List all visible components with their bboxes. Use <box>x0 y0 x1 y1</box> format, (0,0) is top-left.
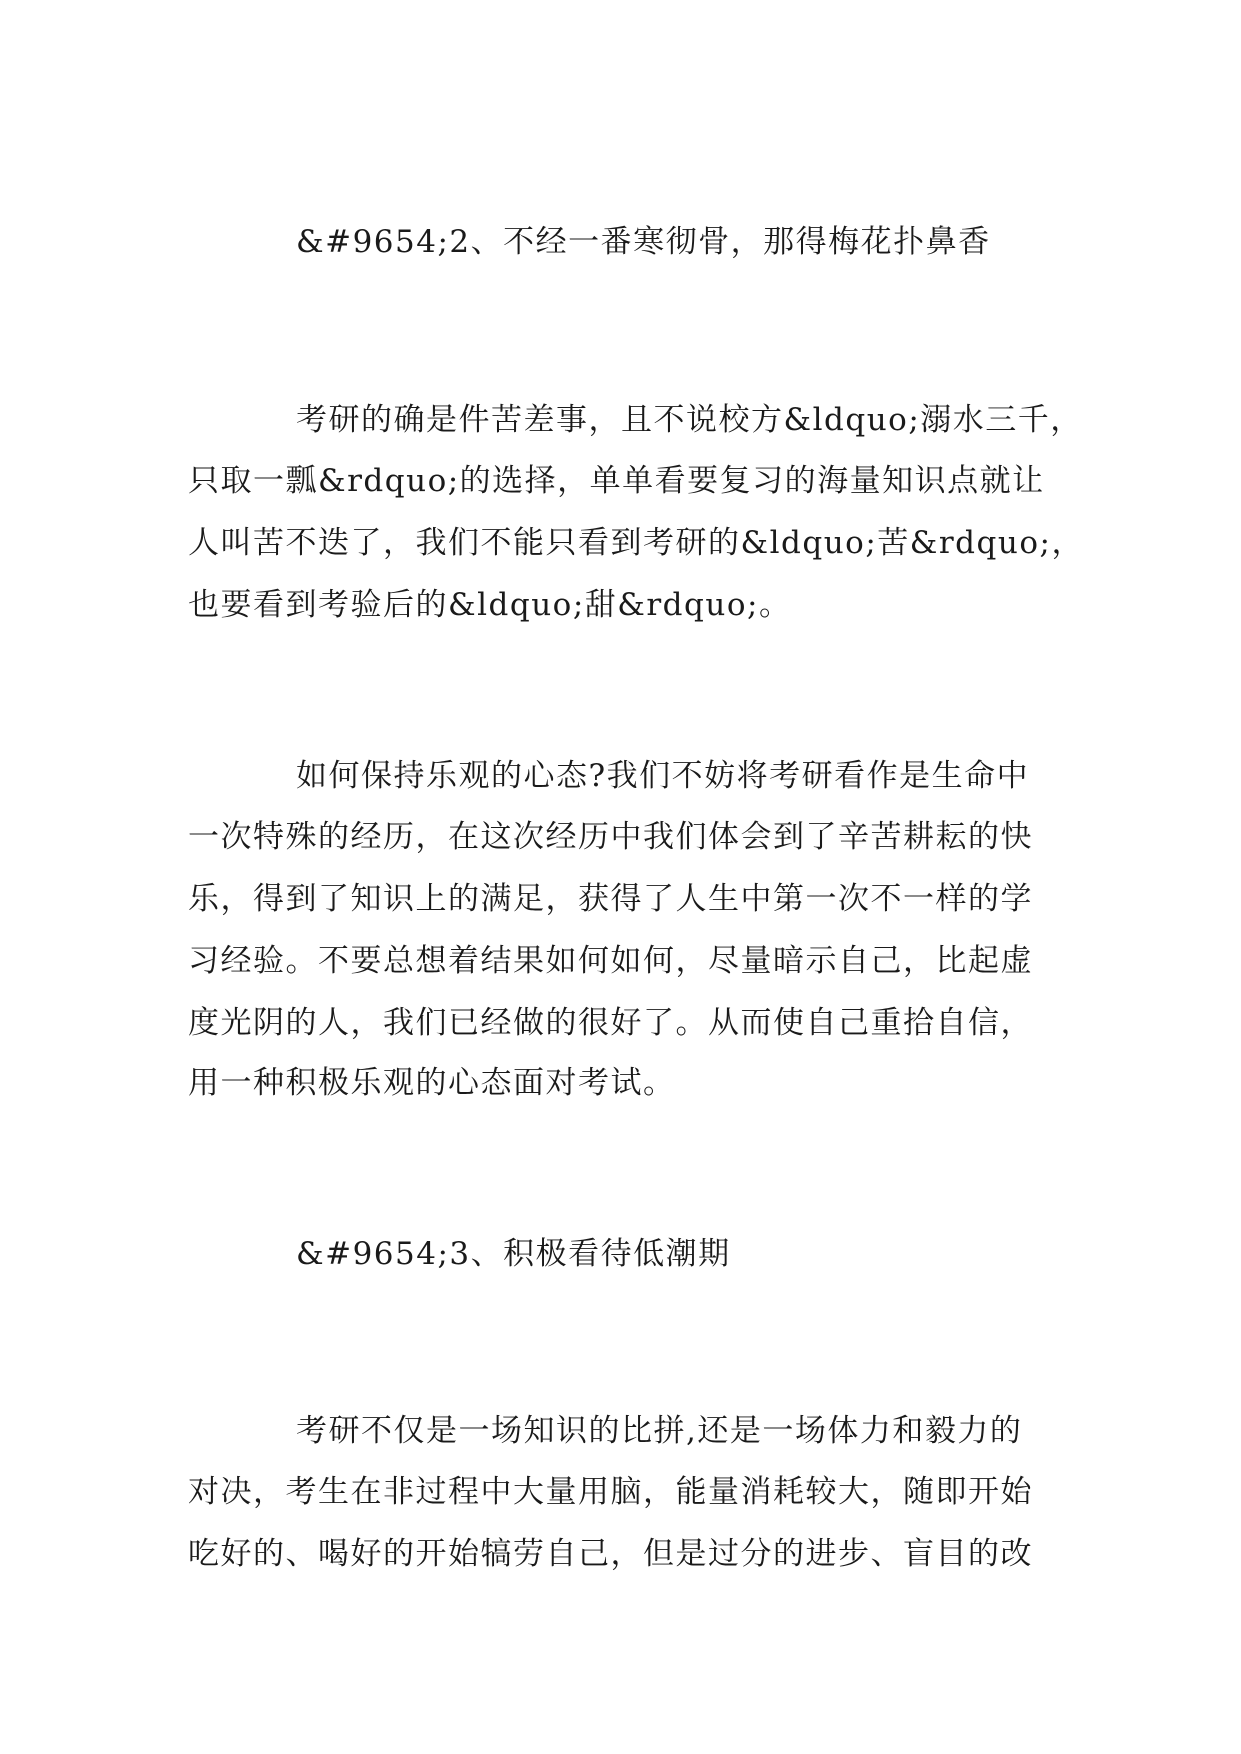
paragraph-line: 如何保持乐观的心态?我们不妨将考研看作是生命中 <box>296 758 1030 794</box>
paragraph-line: 人叫苦不迭了，我们不能只看到考研的&ldquo;苦&rdquo;， <box>188 525 1084 561</box>
paragraph-line: 只取一瓢&rdquo;的选择，单单看要复习的海量知识点就让 <box>188 463 1045 499</box>
paragraph-line: 习经验。不要总想着结果如何如何，尽量暗示自己，比起虚 <box>188 943 1033 979</box>
paragraph-line: 用一种积极乐观的心态面对考试。 <box>188 1065 676 1101</box>
section-heading-2: &#9654;2、不经一番寒彻骨，那得梅花扑鼻香 <box>296 224 991 260</box>
paragraph-line: 考研的确是件苦差事，且不说校方&ldquo;溺水三千， <box>296 402 1083 438</box>
paragraph-line: 乐，得到了知识上的满足，获得了人生中第一次不一样的学 <box>188 881 1033 917</box>
paragraph-line: 一次特殊的经历，在这次经历中我们体会到了辛苦耕耘的快 <box>188 819 1033 855</box>
paragraph-line: 考研不仅是一场知识的比拼,还是一场体力和毅力的 <box>296 1413 1023 1449</box>
section-heading-3: &#9654;3、积极看待低潮期 <box>296 1236 731 1272</box>
paragraph-line: 对决，考生在非过程中大量用脑，能量消耗较大，随即开始 <box>188 1474 1033 1510</box>
paragraph-line: 吃好的、喝好的开始犒劳自己，但是过分的进步、盲目的改 <box>188 1536 1033 1572</box>
paragraph-line: 也要看到考验后的&ldquo;甜&rdquo;。 <box>188 587 792 623</box>
paragraph-line: 度光阴的人，我们已经做的很好了。从而使自己重拾自信， <box>188 1005 1033 1041</box>
